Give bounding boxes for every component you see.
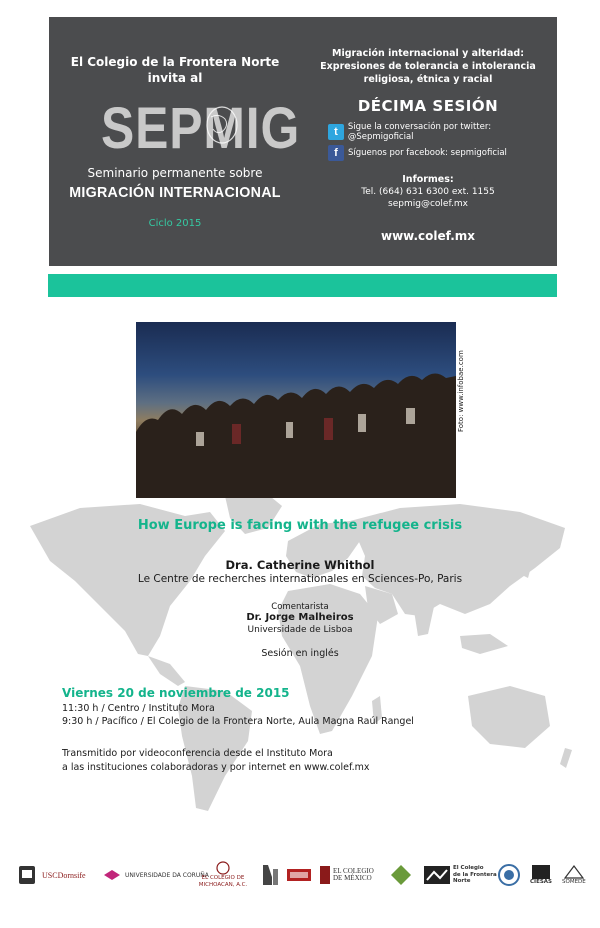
invitation-text — [49, 54, 301, 86]
twitter-row[interactable] — [328, 122, 557, 142]
colef-line-1: El Colegio — [453, 865, 484, 872]
phone-number: Tel. (664) 631 6300 ext. 1155 — [361, 187, 495, 197]
colef-logo — [424, 858, 497, 892]
ecosur-logo — [390, 858, 412, 892]
logo-subtitle: Seminario permanente sobre — [87, 166, 263, 180]
facebook-row[interactable] — [328, 145, 507, 161]
website-link[interactable]: www.colef.mx — [380, 229, 476, 243]
somede-text: SOMEDE — [562, 878, 586, 885]
ciesas-logo — [530, 858, 552, 892]
broadcast-line-1: Transmitido por videoconferencia desde el Instituto Mora — [62, 748, 333, 759]
unam-logo — [18, 858, 36, 892]
theme-text — [309, 47, 547, 86]
email-link[interactable]: sepmig@colef.mx — [388, 199, 468, 209]
colmex-text: EL COLEGIO DE MÉXICO — [333, 867, 374, 882]
crowd-illustration — [136, 322, 456, 498]
broadcast-line-2: a las instituciones colaboradoras y por internet en www.colef.mx — [62, 762, 370, 773]
sepmig-logo: SEPMIG — [101, 96, 301, 161]
seal-logo — [498, 858, 520, 892]
header-right — [309, 17, 557, 266]
speaker-name: Dra. Catherine Whithol — [225, 558, 375, 572]
globe-icon — [205, 105, 239, 145]
theme-line-2: Expresiones de tolerancia e intolerancia — [320, 61, 536, 72]
usc-logo: USCDornsife — [42, 870, 86, 880]
refugee-photo — [136, 322, 456, 498]
invite-line-1: El Colegio de la Frontera Norte — [70, 55, 280, 69]
coruna-text: UNIVERSIDADE DA CORUÑA — [125, 871, 209, 879]
somede-logo — [562, 858, 586, 892]
accent-bar — [48, 274, 557, 297]
speaker-affiliation: Le Centre de recherches internationales en Sciences-Po, Paris — [137, 573, 463, 585]
event-date: Viernes 20 de noviembre de 2015 — [62, 686, 290, 700]
talk-title: How Europe is facing with the refugee crisis — [137, 518, 463, 533]
theme-line-3: religiosa, étnica y racial — [363, 74, 493, 85]
time-centro: 11:30 h / Centro / Instituto Mora — [62, 703, 215, 714]
informes-label: Informes: — [402, 174, 454, 185]
michoacan-text: EL COLEGIO DE MICHOACAN, A.C. — [198, 875, 248, 888]
session-title: DÉCIMA SESIÓN — [357, 97, 499, 115]
colef-line-2: de la Frontera — [453, 871, 497, 878]
session-language: Sesión en inglés — [261, 648, 339, 659]
mora-logo — [260, 858, 280, 892]
michoacan-logo — [190, 858, 256, 892]
photo-credit: Foto: www.infobae.com — [457, 350, 465, 432]
time-pacifico: 9:30 h / Pacífico / El Colegio de la Frontera Norte, Aula Magna Raúl Rangel — [62, 716, 414, 727]
facebook-icon: f — [328, 145, 344, 161]
twitter-text: Sigue la conversación por twitter: @Sepmigoficial — [347, 122, 492, 142]
theme-line-1: Migración internacional y alteridad: — [331, 48, 524, 59]
commentator-name: Dr. Jorge Malheiros — [246, 612, 354, 623]
invite-line-2: invita al — [147, 71, 203, 85]
commentator-affiliation: Universidade de Lisboa — [247, 625, 353, 635]
sponsor-logos — [18, 858, 588, 892]
cycle-label: Ciclo 2015 — [148, 218, 202, 229]
colmex-logo — [320, 858, 379, 892]
twitter-icon: t — [328, 124, 344, 140]
facebook-text: Síguenos por facebook: sepmigoficial — [348, 148, 507, 158]
commentator-label: Comentarista — [271, 602, 329, 612]
institute-logo — [286, 858, 312, 892]
ciesas-text: CIESAS — [530, 878, 553, 885]
header-panel — [49, 17, 557, 266]
colef-line-3: Norte — [453, 878, 471, 885]
contact-info — [309, 174, 547, 210]
header-left — [49, 17, 301, 266]
colef-text — [453, 865, 497, 885]
logo-title: MIGRACIÓN INTERNACIONAL — [69, 184, 281, 201]
